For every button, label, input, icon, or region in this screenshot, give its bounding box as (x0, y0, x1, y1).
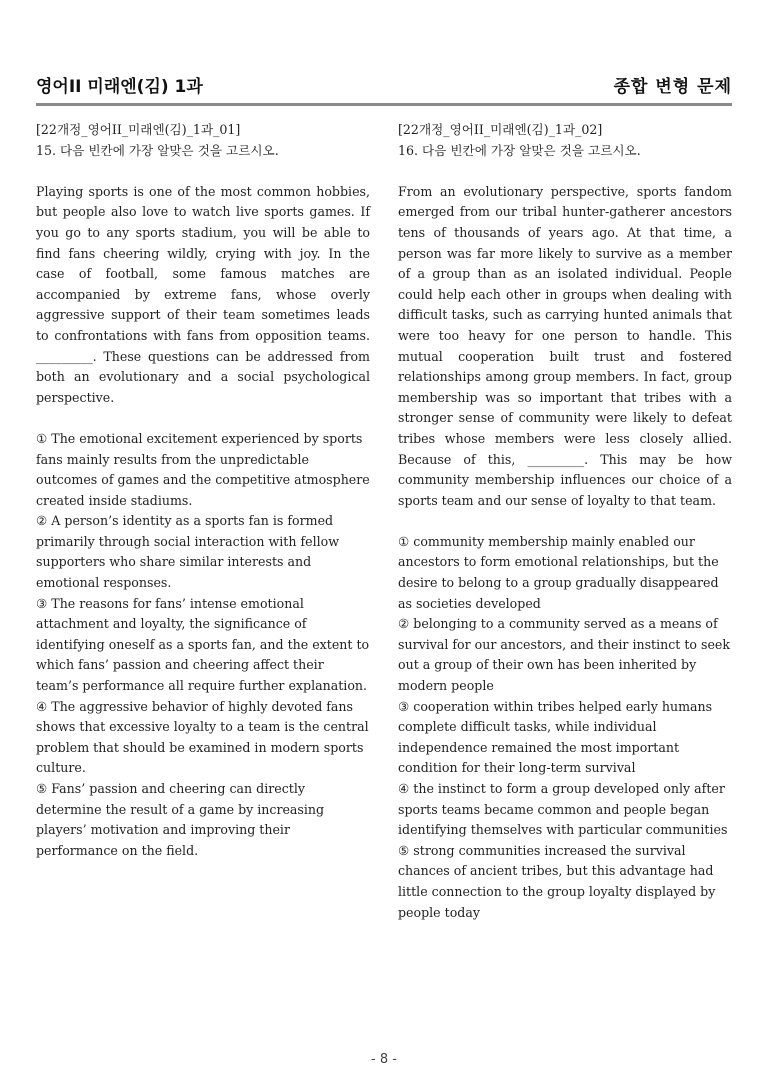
answer-option-3[interactable]: ③ cooperation within tribes helped early humans complete difficult tasks, while individual independence remained the most important condition for their long-term survival (398, 698, 713, 776)
answer-options (398, 532, 732, 923)
question-passage (36, 182, 370, 409)
question-15 (36, 120, 370, 861)
question-16 (398, 120, 732, 923)
page-header (36, 72, 732, 100)
question-code: [22개정_영어II_미래엔(김)_1과_02] (398, 122, 603, 137)
passage-text-before: From an evolutionary perspective, sports fandom emerged from our tribal hunter-gatherer ancestors tens of thousands of years ago. At that time, a person was far more likely to survive as a member of a group than as an isolated individual. People could help each other in groups when dealing with difficult tasks, such as carrying hunted animals that were too heavy for one person to handle. This mutual cooperation built trust and fostered relationships among group members. In fact, group membership was so important that tribes with a stronger sense of community were likely to defeat tribes whose members were less closely allied. Because of this, (398, 183, 732, 467)
answer-option-4[interactable]: ④ The aggressive behavior of highly devoted fans shows that excessive loyalty to a team is the central problem that should be examined in modern sports culture. (36, 698, 369, 776)
header-divider (36, 103, 732, 106)
passage-text-after: . These questions can be addressed from both an evolutionary and a social psychological perspective. (36, 348, 370, 405)
question-title: 16. 다음 빈칸에 가장 알맞은 것을 고르시오. (398, 142, 641, 158)
answer-option-1[interactable]: ① The emotional excitement experienced by sports fans mainly results from the unpredictable outcomes of games and the competitive atmosphere created inside stadiums. (36, 430, 370, 508)
answer-options (36, 429, 370, 861)
textbook-title: 영어II 미래엔(김) 1과 (36, 77, 203, 97)
answer-blank: _________ (527, 451, 585, 467)
page-number: - 8 - (371, 1052, 397, 1067)
answer-option-4[interactable]: ④ the instinct to form a group developed only after sports teams became common and people began identifying themselves with particular communities (398, 781, 728, 838)
passage-text-after: . This may be how community membership influences our choice of a sports team and our sense of loyalty to that team. (398, 451, 732, 508)
answer-option-3[interactable]: ③ The reasons for fans’ intense emotional attachment and loyalty, the significance of identifying oneself as a sports fan, and the extent to which fans’ passion and cheering affect their team’s performance all require further explanation. (36, 595, 370, 694)
answer-option-1[interactable]: ① community membership mainly enabled our ancestors to form emotional relationships, but the desire to belong to a group gradually disappeared as societies developed (398, 533, 719, 611)
section-title: 종합 변형 문제 (613, 77, 732, 97)
answer-blank: _________ (36, 348, 93, 364)
answer-option-5[interactable]: ⑤ strong communities increased the survival chances of ancient tribes, but this advantage had little connection to the group loyalty displayed by people today (398, 842, 716, 920)
passage-text-before: Playing sports is one of the most common hobbies, but people also love to watch live sports games. If you go to any sports stadium, you will be able to find fans cheering wildly, crying with joy. In the case of football, some famous matches are accompanied by extreme fans, whose overly aggressive support of their team sometimes leads to confrontations with fans from opposition teams. (36, 183, 370, 343)
question-title: 15. 다음 빈칸에 가장 알맞은 것을 고르시오. (36, 142, 279, 158)
question-code: [22개정_영어II_미래엔(김)_1과_01] (36, 122, 241, 137)
question-passage (398, 182, 732, 512)
answer-option-5[interactable]: ⑤ Fans’ passion and cheering can directly determine the result of a game by increasing players’ motivation and improving their performance on the field. (36, 781, 325, 858)
answer-option-2[interactable]: ② belonging to a community served as a means of survival for our ancestors, and their instinct to seek out a group of their own has been inherited by modern people (398, 616, 731, 694)
answer-option-2[interactable]: ② A person’s identity as a sports fan is formed primarily through social interaction with fellow supporters who share similar interests and emotional responses. (36, 513, 340, 591)
